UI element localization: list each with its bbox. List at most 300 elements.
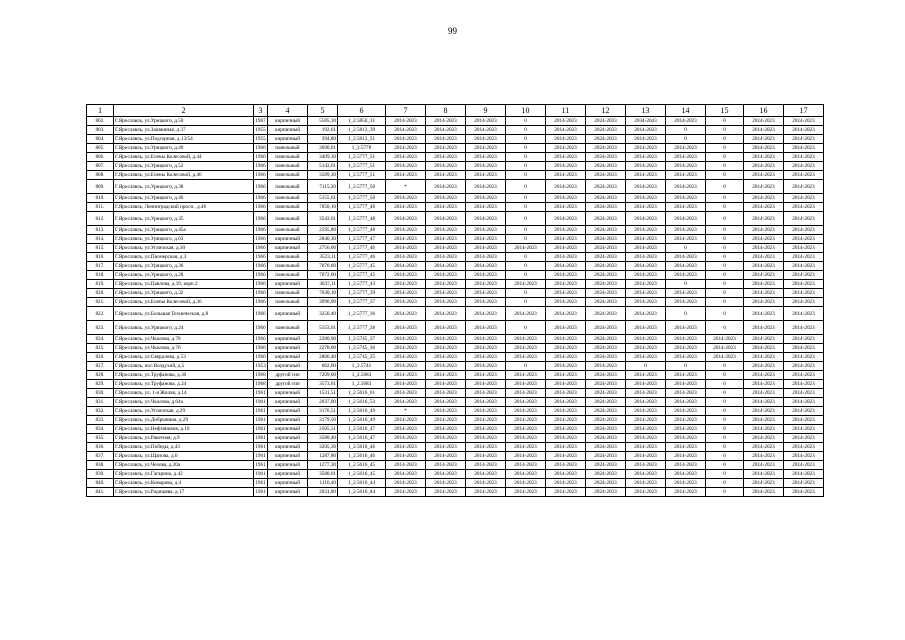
table-cell: 2014-2023 bbox=[666, 407, 706, 416]
table-cell: 2014-2023 bbox=[744, 353, 784, 362]
table-cell: 2014-2023 bbox=[546, 117, 586, 126]
table-cell: 0 bbox=[706, 443, 744, 452]
table-cell: кирпичный bbox=[268, 307, 308, 321]
table-cell: 2014-2023 bbox=[784, 171, 824, 180]
table-cell: 2014-2023 bbox=[386, 203, 426, 212]
table-cell: 2014-2023 bbox=[506, 416, 546, 425]
table-cell: 0 bbox=[706, 194, 744, 203]
table-cell: 1_2.5777_46 bbox=[338, 244, 386, 253]
table-cell: 2014-2023 bbox=[626, 262, 666, 271]
table-cell: 0 bbox=[506, 126, 546, 135]
table-cell: 2014-2023 bbox=[666, 226, 706, 235]
table-cell: 2014-2023 bbox=[666, 425, 706, 434]
table-cell: 2014-2023 bbox=[506, 434, 546, 443]
table-cell: 1966 bbox=[255, 227, 266, 233]
table-cell: 2014-2023 bbox=[466, 461, 506, 470]
table-cell: 2014-2023 bbox=[744, 135, 784, 144]
table-cell: кирпичный bbox=[268, 479, 308, 488]
table-cell: 2014-2023 bbox=[744, 244, 784, 253]
table-cell: Г.Ярославль, ул.Гагарина, д.42 bbox=[114, 470, 254, 479]
table-cell: 5153,61 bbox=[308, 321, 338, 335]
table-cell: 1966 bbox=[255, 272, 266, 278]
table-row bbox=[87, 407, 824, 416]
table-row bbox=[87, 371, 824, 380]
table-row bbox=[87, 171, 824, 180]
table-cell: 2014-2023 bbox=[426, 307, 466, 321]
table-cell: 2024-2033 bbox=[586, 203, 626, 212]
table-cell: Г.Ярославль, ул.Чкалова, д.64а bbox=[114, 398, 254, 407]
table-cell: 1_2.5777_39 bbox=[338, 289, 386, 298]
table-cell: Г.Ярославль, ул.Урицкого, д.24 bbox=[114, 321, 254, 335]
table-cell: 2014-2023 bbox=[626, 434, 666, 443]
table-cell: 2014-2023 bbox=[466, 203, 506, 212]
table-cell: 2505,51 bbox=[308, 425, 338, 434]
table-cell: кирпичный bbox=[268, 434, 308, 443]
table-cell: 2014-2023 bbox=[506, 407, 546, 416]
table-cell: Г.Ярославль, ул.Большая Техническая, д.8 bbox=[114, 307, 254, 321]
table-cell: панельный bbox=[268, 271, 308, 280]
table-row bbox=[87, 362, 824, 371]
table-cell: 2014-2023 bbox=[546, 153, 586, 162]
table-cell: 2014-2023 bbox=[426, 135, 466, 144]
table-cell: 2014-2023 bbox=[626, 407, 666, 416]
table-cell: 2014-2023 bbox=[546, 212, 586, 226]
table-cell: 1966 bbox=[254, 307, 268, 321]
table-cell: 1955 bbox=[255, 136, 266, 142]
table-cell: 2014-2023 bbox=[784, 235, 824, 244]
table-cell: 2756,00 bbox=[308, 244, 338, 253]
table-cell: 1_2.5741 bbox=[338, 362, 386, 371]
table-cell: 7115,30 bbox=[308, 180, 338, 194]
table-cell: 2014-2023 bbox=[744, 407, 784, 416]
table-cell: панельный bbox=[268, 180, 308, 194]
table-cell: 2014-2023 bbox=[466, 434, 506, 443]
table-cell: 1_2.5777_50 bbox=[338, 180, 386, 194]
table-cell: Г.Ярославль, ул.Елены Колесовой, д.46 bbox=[114, 171, 254, 180]
table-cell: кирпичный bbox=[268, 344, 308, 353]
table-cell: Г.Ярославль, ул.Заовинная, д.37 bbox=[114, 126, 254, 135]
table-cell: 3580,61 bbox=[308, 470, 338, 479]
table-cell: 0 bbox=[706, 321, 744, 335]
table-cell: 2014-2023 bbox=[426, 488, 466, 497]
table-cell: кирпичный bbox=[268, 398, 308, 407]
table-cell: 2014-2023 bbox=[546, 479, 586, 488]
table-cell: 1_2.5616_47 bbox=[338, 425, 386, 434]
table-cell: 808. bbox=[87, 171, 114, 180]
page-number: 99 bbox=[448, 26, 457, 36]
table-row bbox=[87, 398, 824, 407]
table-cell: 2014-2023 bbox=[386, 425, 426, 434]
table-cell: 1_2.5777_48 bbox=[338, 212, 386, 226]
table-cell: 2014-2023 bbox=[546, 416, 586, 425]
table-cell: 2014-2023 bbox=[744, 335, 784, 344]
table-cell: 2014-2023 bbox=[466, 362, 506, 371]
table-cell: 829. bbox=[87, 380, 114, 389]
table-cell: 2014-2023 bbox=[426, 253, 466, 262]
table-cell: 819. bbox=[87, 280, 114, 289]
table-cell: 1968 bbox=[255, 372, 266, 378]
table-cell: кирпичный bbox=[268, 443, 308, 452]
table-cell: 2014-2023 bbox=[744, 461, 784, 470]
table-cell: 2014-2023 bbox=[626, 380, 666, 389]
table-cell: Г.Ярославль, ул.Победы, д.43 bbox=[114, 443, 254, 452]
table-cell: 2014-2023 bbox=[426, 171, 466, 180]
table-cell: 1_2.5777_48 bbox=[338, 203, 386, 212]
table-cell: 807. bbox=[87, 162, 114, 171]
table-cell: 2014-2023 bbox=[546, 371, 586, 380]
column-header: 9 bbox=[466, 105, 506, 117]
table-cell: 2014-2023 bbox=[546, 380, 586, 389]
table-cell: 2866,40 bbox=[308, 353, 338, 362]
table-cell: 2014-2023 bbox=[744, 226, 784, 235]
table-cell: 2014-2023 bbox=[386, 135, 426, 144]
table-cell: 2014-2023 bbox=[426, 321, 466, 335]
table-cell: 1961 bbox=[255, 426, 266, 432]
table-cell: 3205,30 bbox=[308, 443, 338, 452]
table-cell: 2014-2023 bbox=[744, 398, 784, 407]
table-cell: 806. bbox=[87, 153, 114, 162]
table-cell: 1961 bbox=[255, 453, 266, 459]
table-cell: 5155,61 bbox=[308, 194, 338, 203]
table-cell: 2014-2023 bbox=[386, 353, 426, 362]
table-cell: 0 bbox=[706, 262, 744, 271]
table-cell: 0 bbox=[706, 389, 744, 398]
table-cell: 1_2.5777_45 bbox=[338, 271, 386, 280]
table-cell: 2024-2033 bbox=[586, 443, 626, 452]
table-cell: кирпичный bbox=[268, 135, 308, 144]
table-cell: 5143,61 bbox=[308, 162, 338, 171]
table-cell: 2014-2023 bbox=[506, 398, 546, 407]
table-cell: 2014-2023 bbox=[666, 335, 706, 344]
table-cell: 2024-2033 bbox=[586, 398, 626, 407]
table-cell: 1966 bbox=[255, 236, 266, 242]
table-cell: 0 bbox=[706, 280, 744, 289]
table-cell: 1961 bbox=[255, 462, 266, 468]
table-cell: 0 bbox=[706, 289, 744, 298]
table-cell: Г.Ярославль, ул.Урицкого, д.52 bbox=[114, 162, 254, 171]
table-cell: 2014-2023 bbox=[386, 416, 426, 425]
table-cell: 2014-2023 bbox=[744, 171, 784, 180]
table-cell: 2014-2023 bbox=[784, 212, 824, 226]
table-cell: 2014-2023 bbox=[784, 380, 824, 389]
table-cell: 0 bbox=[706, 226, 744, 235]
table-cell: 2014-2023 bbox=[466, 144, 506, 153]
table-cell: 2014-2023 bbox=[784, 344, 824, 353]
table-row bbox=[87, 443, 824, 452]
table-cell: 2014-2023 bbox=[506, 461, 546, 470]
table-cell: 2024-2033 bbox=[586, 244, 626, 253]
table-cell: Г.Ярославль, ул.Угличская, д.30 bbox=[114, 244, 254, 253]
table-cell: кирпичный bbox=[268, 235, 308, 244]
table-cell: 2014-2023 bbox=[386, 144, 426, 153]
table-cell: Г.Ярославль, ул.Елены Колесовой, д.44 bbox=[114, 153, 254, 162]
table-cell: кирпичный bbox=[268, 452, 308, 461]
table-cell: 2014-2023 bbox=[666, 203, 706, 212]
table-cell: 1_2.5616_44 bbox=[338, 488, 386, 497]
table-cell: 2014-2023 bbox=[426, 212, 466, 226]
table-cell: Г.Ярославль, ул.Угличская, д.29 bbox=[114, 407, 254, 416]
table-cell: 0 bbox=[706, 135, 744, 144]
table-cell: 2014-2023 bbox=[546, 298, 586, 307]
table-row bbox=[87, 135, 824, 144]
table-cell: 830. bbox=[87, 389, 114, 398]
table-cell: 2024-2033 bbox=[586, 117, 626, 126]
table-cell: Г.Ярославль, ул.Урицкого, д.49 bbox=[114, 144, 254, 153]
table-cell: 2014-2023 bbox=[744, 144, 784, 153]
table-cell: 2014-2023 bbox=[426, 180, 466, 194]
table-cell: 2014-2023 bbox=[546, 180, 586, 194]
table-cell: 1966 bbox=[255, 195, 266, 201]
table-cell: 815. bbox=[87, 244, 114, 253]
table-cell: 2014-2023 bbox=[546, 362, 586, 371]
table-row bbox=[87, 126, 824, 135]
table-cell: 2014-2023 bbox=[386, 117, 426, 126]
table-cell: 1966 bbox=[255, 145, 266, 151]
table-cell: 2014-2023 bbox=[466, 407, 506, 416]
table-cell: 2024-2033 bbox=[586, 452, 626, 461]
table-cell: 2014-2023 bbox=[784, 353, 824, 362]
table-cell: * bbox=[386, 407, 426, 416]
table-cell: 2014-2023 bbox=[626, 194, 666, 203]
table-cell: 0 bbox=[706, 235, 744, 244]
table-row bbox=[87, 180, 824, 194]
table-cell: 0 bbox=[506, 235, 546, 244]
table-cell: 2024-2033 bbox=[586, 298, 626, 307]
table-cell: Г.Ярославль, ул.Урицкого, д.63 bbox=[114, 235, 254, 244]
table-cell: 2014-2023 bbox=[466, 380, 506, 389]
table-cell: 2014-2023 bbox=[784, 126, 824, 135]
table-cell: 2014-2023 bbox=[386, 452, 426, 461]
table-cell: 0 bbox=[706, 153, 744, 162]
table-cell: 2024-2033 bbox=[586, 194, 626, 203]
table-cell: 2014-2023 bbox=[666, 389, 706, 398]
table-cell: 2014-2023 bbox=[506, 479, 546, 488]
table-row bbox=[87, 380, 824, 389]
table-cell: 2014-2023 bbox=[666, 180, 706, 194]
table-cell: 0 bbox=[706, 425, 744, 434]
table-cell: 2031,80 bbox=[308, 488, 338, 497]
table-cell: 2014-2023 bbox=[744, 416, 784, 425]
table-cell: 2014-2023 bbox=[546, 280, 586, 289]
table-cell: 2014-2023 bbox=[386, 389, 426, 398]
table-cell: 0 bbox=[706, 126, 744, 135]
table-cell: 2014-2023 bbox=[426, 452, 466, 461]
table-cell: 1961 bbox=[255, 435, 266, 441]
table-cell: 3690,61 bbox=[308, 144, 338, 153]
table-row bbox=[87, 353, 824, 362]
table-cell: 2014-2023 bbox=[626, 344, 666, 353]
table-cell: 1_2.5616_49 bbox=[338, 416, 386, 425]
table-cell: 1_2.5616_47 bbox=[338, 434, 386, 443]
table-cell: 2014-2023 bbox=[426, 353, 466, 362]
table-cell: 1955 bbox=[255, 127, 266, 133]
table-row bbox=[87, 117, 824, 126]
table-cell: 2014-2023 bbox=[784, 321, 824, 335]
table-cell: панельный bbox=[268, 162, 308, 171]
table-cell: 2014-2023 bbox=[386, 307, 426, 321]
table-cell: 2014-2023 bbox=[426, 117, 466, 126]
table-cell: 2024-2033 bbox=[586, 289, 626, 298]
table-cell: 2179,50 bbox=[308, 416, 338, 425]
table-cell: 2014-2023 bbox=[426, 144, 466, 153]
table-cell: 2014-2023 bbox=[744, 380, 784, 389]
table-cell: Г.Ярославль, ул. 1-я Жилая, д.14 bbox=[114, 389, 254, 398]
table-cell: 2014-2023 bbox=[386, 212, 426, 226]
table-cell: 2014-2023 bbox=[744, 289, 784, 298]
table-cell: панельный bbox=[268, 253, 308, 262]
table-cell: 2014-2023 bbox=[626, 335, 666, 344]
table-cell: 0 bbox=[506, 144, 546, 153]
table-cell: 1_2.5683 bbox=[338, 380, 386, 389]
table-cell: 2014-2023 bbox=[506, 470, 546, 479]
table-cell: 2014-2023 bbox=[466, 162, 506, 171]
table-cell: панельный bbox=[268, 298, 308, 307]
table-row bbox=[87, 470, 824, 479]
table-cell: 2014-2023 bbox=[666, 443, 706, 452]
table-cell: 2014-2023 bbox=[744, 280, 784, 289]
table-cell: 2037,00 bbox=[308, 398, 338, 407]
table-cell: 2014-2023 bbox=[706, 344, 744, 353]
column-header: 1 bbox=[87, 105, 114, 117]
table-cell: 2014-2023 bbox=[784, 194, 824, 203]
table-cell: 2014-2023 bbox=[626, 244, 666, 253]
table-cell: 0 bbox=[506, 253, 546, 262]
table-cell: 2014-2023 bbox=[666, 171, 706, 180]
table-cell: 2014-2023 bbox=[626, 144, 666, 153]
table-cell: 2014-2023 bbox=[706, 335, 744, 344]
table-cell: Г.Ярославль, ул.Елены Колесовой, д.36 bbox=[114, 298, 254, 307]
table-cell: 1_2.5616_44 bbox=[338, 479, 386, 488]
table-cell: 1953 bbox=[255, 363, 266, 369]
table-cell: 3409,30 bbox=[308, 153, 338, 162]
table-cell: 2014-2023 bbox=[626, 180, 666, 194]
table-cell: 2014-2023 bbox=[744, 162, 784, 171]
table-cell: 2024-2033 bbox=[586, 321, 626, 335]
table-cell: кирпичный bbox=[268, 461, 308, 470]
table-cell: 1967 bbox=[255, 118, 266, 124]
table-cell: 2270,00 bbox=[308, 344, 338, 353]
table-cell: 841. bbox=[87, 488, 114, 497]
table-cell: 2014-2023 bbox=[546, 144, 586, 153]
table-cell: 2014-2023 bbox=[546, 289, 586, 298]
table-cell: 0 bbox=[706, 371, 744, 380]
table-cell: панельный bbox=[268, 321, 308, 335]
table-cell: 2014-2023 bbox=[466, 298, 506, 307]
table-cell: 1_2.5778 bbox=[338, 144, 386, 153]
table-cell: 0 bbox=[706, 162, 744, 171]
table-cell: 2014-2023 bbox=[744, 235, 784, 244]
table-cell: 2014-2023 bbox=[386, 162, 426, 171]
table-cell: 2014-2023 bbox=[784, 244, 824, 253]
table-cell: 3176,51 bbox=[308, 407, 338, 416]
table-cell: 2014-2023 bbox=[666, 262, 706, 271]
table-cell: 2014-2023 bbox=[386, 194, 426, 203]
table-cell: 2024-2033 bbox=[586, 307, 626, 321]
table-cell: 2014-2023 bbox=[546, 262, 586, 271]
table-cell: Г.Ярославль, ул.Труфанова, д.30 bbox=[114, 371, 254, 380]
table-cell: 0 bbox=[706, 470, 744, 479]
table-cell: 0 bbox=[706, 171, 744, 180]
table-cell: 2014-2023 bbox=[426, 162, 466, 171]
housing-repair-table bbox=[86, 104, 824, 497]
table-cell: 1966 bbox=[255, 154, 266, 160]
table-cell: 2014-2023 bbox=[784, 452, 824, 461]
table-cell: 2024-2033 bbox=[586, 126, 626, 135]
table-cell: панельный bbox=[268, 144, 308, 153]
table-cell: 1961 bbox=[255, 417, 266, 423]
table-cell: 394,80 bbox=[308, 135, 338, 144]
table-cell: 1_2.5777_51 bbox=[338, 171, 386, 180]
table-cell: 0 bbox=[506, 153, 546, 162]
table-cell: 1_2.5745_37 bbox=[338, 335, 386, 344]
table-cell: 1_2.5777_46 bbox=[338, 253, 386, 262]
table-cell: 2014-2023 bbox=[546, 335, 586, 344]
table-cell: 0 bbox=[706, 461, 744, 470]
table-cell: 1961 bbox=[255, 480, 266, 486]
table-cell: 1_2.5813_39 bbox=[338, 126, 386, 135]
table-cell: 2014-2023 bbox=[784, 226, 824, 235]
table-cell: 0 bbox=[706, 362, 744, 371]
table-cell: 2280,90 bbox=[308, 335, 338, 344]
table-row bbox=[87, 389, 824, 398]
table-cell: 2014-2023 bbox=[784, 398, 824, 407]
table-cell: 3637,11 bbox=[308, 280, 338, 289]
table-cell: 813. bbox=[87, 226, 114, 235]
table-cell: 2024-2033 bbox=[586, 461, 626, 470]
table-cell: 2014-2023 bbox=[626, 226, 666, 235]
table-row bbox=[87, 461, 824, 470]
table-cell: 0 bbox=[706, 380, 744, 389]
table-cell: 820. bbox=[87, 289, 114, 298]
table-cell: 2014-2023 bbox=[666, 253, 706, 262]
table-cell: 2014-2023 bbox=[466, 271, 506, 280]
table-cell: 2014-2023 bbox=[466, 398, 506, 407]
table-cell: 2014-2023 bbox=[666, 470, 706, 479]
table-cell: 2024-2033 bbox=[586, 262, 626, 271]
table-row bbox=[87, 425, 824, 434]
table-cell: 2014-2023 bbox=[506, 389, 546, 398]
table-cell: 2014-2023 bbox=[426, 443, 466, 452]
table-cell: 2014-2023 bbox=[386, 398, 426, 407]
table-cell: 1966 bbox=[255, 290, 266, 296]
table-cell: кирпичный bbox=[268, 244, 308, 253]
table-cell: 2014-2023 bbox=[784, 280, 824, 289]
table-cell: 809. bbox=[87, 180, 114, 194]
table-cell: 2014-2023 bbox=[784, 389, 824, 398]
table-cell: 2014-2023 bbox=[546, 407, 586, 416]
table-cell: 2595,80 bbox=[308, 226, 338, 235]
table-cell: 2014-2023 bbox=[666, 479, 706, 488]
table-cell: 2014-2023 bbox=[626, 126, 666, 135]
table-cell: 1277,30 bbox=[308, 461, 338, 470]
table-cell: 2014-2023 bbox=[784, 461, 824, 470]
table-cell: 2014-2023 bbox=[546, 171, 586, 180]
table-cell: 3580,40 bbox=[308, 434, 338, 443]
table-cell: панельный bbox=[268, 203, 308, 212]
table-cell: 1966 bbox=[254, 321, 268, 335]
table-cell: 2014-2023 bbox=[586, 362, 626, 371]
table-row bbox=[87, 212, 824, 226]
table-row bbox=[87, 479, 824, 488]
table-cell: 2024-2033 bbox=[586, 280, 626, 289]
table-cell: 2014-2023 bbox=[546, 398, 586, 407]
table-cell: 2014-2023 bbox=[666, 117, 706, 126]
table-cell: Г.Ярославль, ул.Подгорная, д.13/54 bbox=[114, 135, 254, 144]
table-cell: 2024-2033 bbox=[586, 235, 626, 244]
table-cell: 2014-2023 bbox=[744, 271, 784, 280]
table-cell: 2014-2023 bbox=[426, 153, 466, 162]
column-header: 8 bbox=[426, 105, 466, 117]
